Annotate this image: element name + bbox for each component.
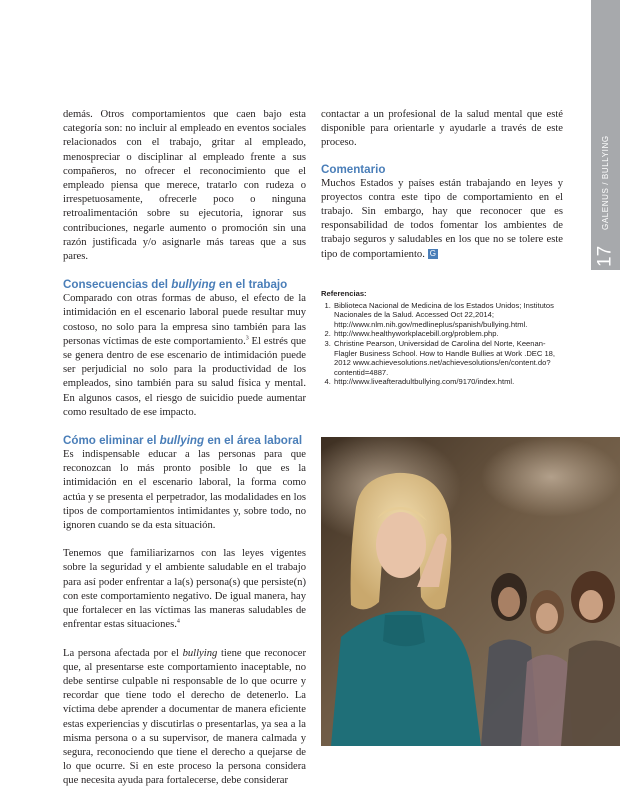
reference-item: 3. Christine Pearson, Universidad de Carolina del Norte, Keenan-Flagler Business School. How to Handle Bullies at Work .DEC 18, 2012 www.achievesolutions.net/achievesolutions/en/content.do?contentid=4887. <box>333 339 563 377</box>
end-mark-icon: G <box>429 249 436 259</box>
paragraph: Tenemos que familiarizarnos con las leyes vigentes sobre la seguridad y el ambiente saludable en el trabajo para así poder enfrentar a la(s) persona(s) que persiste(n) con este comportamiento negativo. De igual manera, hay que fortalecer en las víctimas las maneras saludables de enfrentar estas situaciones.$^4$ <box>63 548 306 631</box>
paragraph: La persona afectada por el bullying tiene que reconocer que, al presentarse este comportamiento inaceptable, no debe sentirse culpable ni responsable de lo que ocurre y recordar que tiene todo el derecho de detenerlo. La víctima debe aprender a documentar de manera eficiente estas experiencias y discutirlas o presentarlas, ya sea a la misma persona o a su supervisor, de manera calmada y segura, reconociendo que tiene el derecho a quejarse de lo que ocurre. Si en este proceso la persona considera que necesita ayuda para fortalecerse, debe considerar <box>63 647 306 787</box>
heading-comentario: Comentario <box>321 162 386 176</box>
heading-consecuencias: Consecuencias del bullying en el trabajo <box>63 278 288 292</box>
paragraph: Es indispensable educar a las personas para que reconozcan lo más pronto posible lo que es la intimidación en el escenario laboral, la forma como actúa y se presenta el perpetrador, las modalidades en los tipos de comportamientos intimidantes y, sobre todo, no ignoren cuando se da esta situación. <box>63 449 306 532</box>
page-number: 17 <box>594 245 616 267</box>
footnote-ref: 3 <box>245 335 249 342</box>
paragraph: Comparado con otras formas de abuso, el efecto de la intimidación en el escenario laboral puede resultar muy costoso, no solo para la empresa sino también para las personas víctimas de este comportamiento.$^3$ El estrés que se genera dentro de ese escenario de intimidación puede ser perjudicial no solo para la productividad de los empleados, sino también para su salud física y mental. En algunos casos, el riesgo de suicidio puede aumentar como resultado de ese impacto. <box>63 293 307 418</box>
right-column <box>321 108 563 262</box>
paragraph: Muchos Estados y países están trabajando en leyes y proyectos contra este tipo de comportamiento en el trabajo. Sin embargo, hay que reconocer que es responsabilidad de todos fomentar los ambientes de trabajo seguros y saludables en los que no se tolere este tipo de comportamiento. G <box>321 177 563 260</box>
references-title: Referencias: <box>321 289 367 298</box>
left-column <box>63 108 306 789</box>
side-tab <box>591 0 620 270</box>
reference-item: 2. http://www.healthyworkplacebill.org/problem.php. <box>333 329 563 339</box>
references <box>321 289 563 387</box>
photo-bullying-victim <box>321 437 620 746</box>
footnote-ref: 4 <box>176 618 180 625</box>
reference-item: 1. Biblioteca Nacional de Medicina de los Estados Unidos; Institutos Nacionales de la Salud. Accessed Oct 22,2014; http://www.nlm.nih.gov/medlineplus/spanish/bullying.html. <box>333 301 563 330</box>
paragraph: demás. Otros comportamientos que caen bajo esta categoría son: no incluir al empleado en eventos sociales relacionados con el trabajo, gritar al empleado, menospreciar o disciplinar al empleado frente a sus compañeros, no ofrecer el reconocimiento que el empleado piensa que merece, tratarlo con rudeza o irrespetuosamente, ofrecerle poco o ninguna retroalimentación sobre su ejecutoria, ignorar sus contribuciones, negarle aumento o promoción sin una razón justificada y/o asignarle más tareas que a sus pares. <box>63 109 306 263</box>
section-label: GALENUS / BULLYING <box>601 135 610 230</box>
reference-item: 4. http://www.liveafteradultbullying.com/9170/index.html. <box>333 377 563 387</box>
heading-eliminar: Cómo eliminar el bullying en el área laboral <box>63 434 303 448</box>
references-list <box>321 301 563 387</box>
paragraph: contactar a un profesional de la salud mental que esté disponible para orientarle y ayudarle a través de este proceso. <box>321 109 563 149</box>
